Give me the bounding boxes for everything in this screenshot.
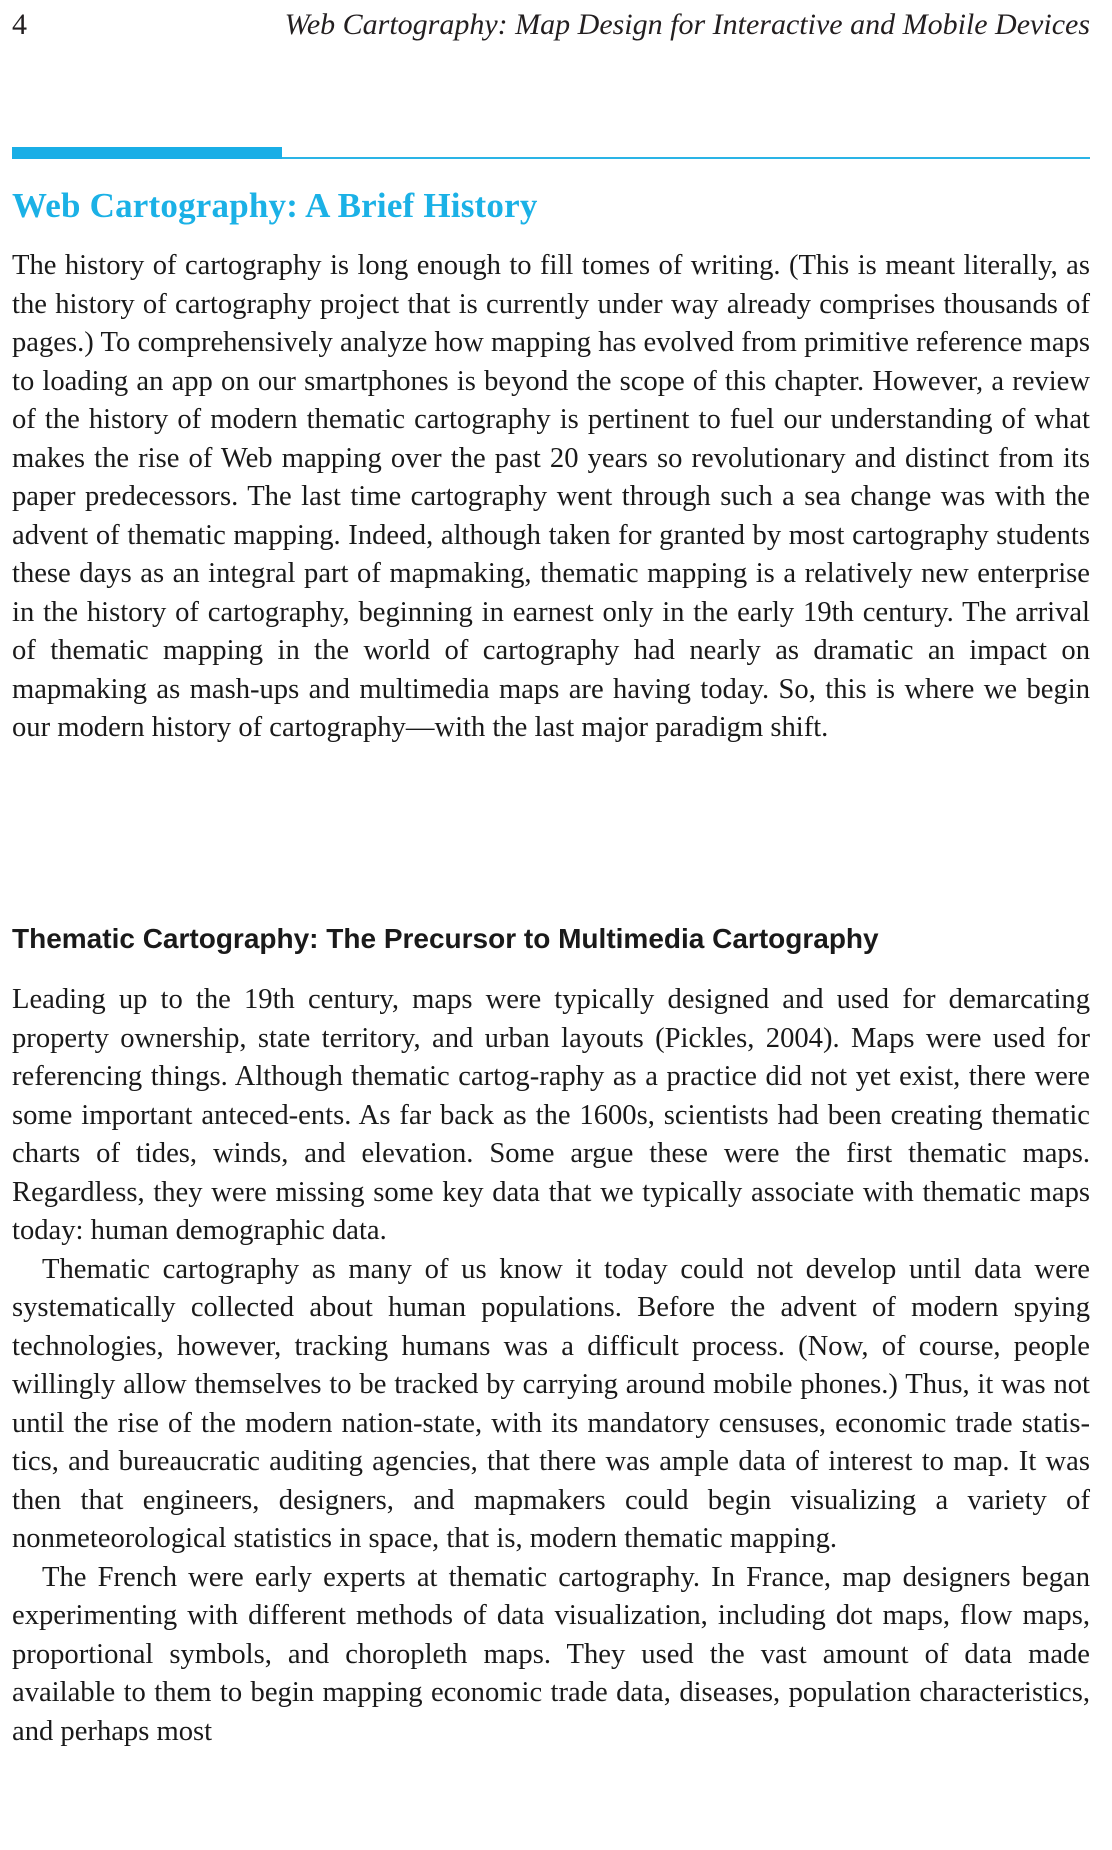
subsection-heading: Thematic Cartography: The Precursor to Multimedia Cartography: [12, 923, 879, 954]
section-body: [12, 247, 1090, 748]
section-divider: [12, 147, 1090, 159]
subsection-body: [12, 981, 1090, 1751]
divider-accent-bar: [12, 147, 282, 159]
body-paragraph: Leading up to the 19th century, maps were typically designed and used for demarcating property ownership, state territory, and urban layouts (Pickles, 2004). Maps were used for referencing things. Although thematic cartog-raphy as a practice did not yet exist, there were some important anteced-ents. As far back as the 1600s, scientists had been creating thematic charts of tides, winds, and elevation. Some argue these were the first thematic maps. Regardless, they were missing some key data that we typically associate with thematic maps today: human demographic data.: [12, 984, 1090, 1246]
page-number: 4: [12, 8, 27, 41]
body-paragraph: The history of cartography is long enough to fill tomes of writing. (This is meant literally, as the history of cartography project that is currently under way already comprises thousands of pages.) To comprehensively analyze how mapping has evolved from primitive reference maps to loading an app on our smartphones is beyond the scope of this chapter. However, a review of the history of modern thematic cartography is pertinent to fuel our understanding of what makes the rise of Web mapping over the past 20 years so revolutionary and distinct from its paper predecessors. The last time cartography went through such a sea change was with the advent of thematic mapping. Indeed, although taken for granted by most cartography students these days as an integral part of mapmaking, thematic mapping is a relatively new enterprise in the history of cartography, beginning in earnest only in the early 19th century. The arrival of thematic mapping in the world of cartography had nearly as dramatic an impact on mapmaking as mash-ups and multimedia maps are having today. So, this is where we begin our modern history of cartography—with the last major paradigm shift.: [12, 250, 1090, 743]
running-title: Web Cartography: Map Design for Interactive and Mobile Devices: [284, 8, 1090, 41]
body-paragraph: Thematic cartography as many of us know it today could not develop until data were systematically collected about human populations. Before the advent of modern spying technologies, however, tracking humans was a difficult process. (Now, of course, people willingly allow themselves to be tracked by carrying around mobile phones.) Thus, it was not until the rise of the modern nation-state, with its mandatory censuses, economic trade statis-tics, and bureaucratic auditing agencies, that there was ample data of interest to map. It was then that engineers, designers, and mapmakers could begin visualizing a variety of nonmeteorological statistics in space, that is, modern thematic mapping.: [12, 1253, 1090, 1554]
body-paragraph: The French were early experts at thematic cartography. In France, map designers began experimenting with different methods of data visualization, including dot maps, flow maps, proportional symbols, and choropleth maps. They used the vast amount of data made available to them to begin mapping economic trade data, diseases, population characteristics, and perhaps most: [12, 1561, 1090, 1747]
running-header: [12, 8, 1090, 48]
section-heading: Web Cartography: A Brief History: [12, 186, 538, 225]
